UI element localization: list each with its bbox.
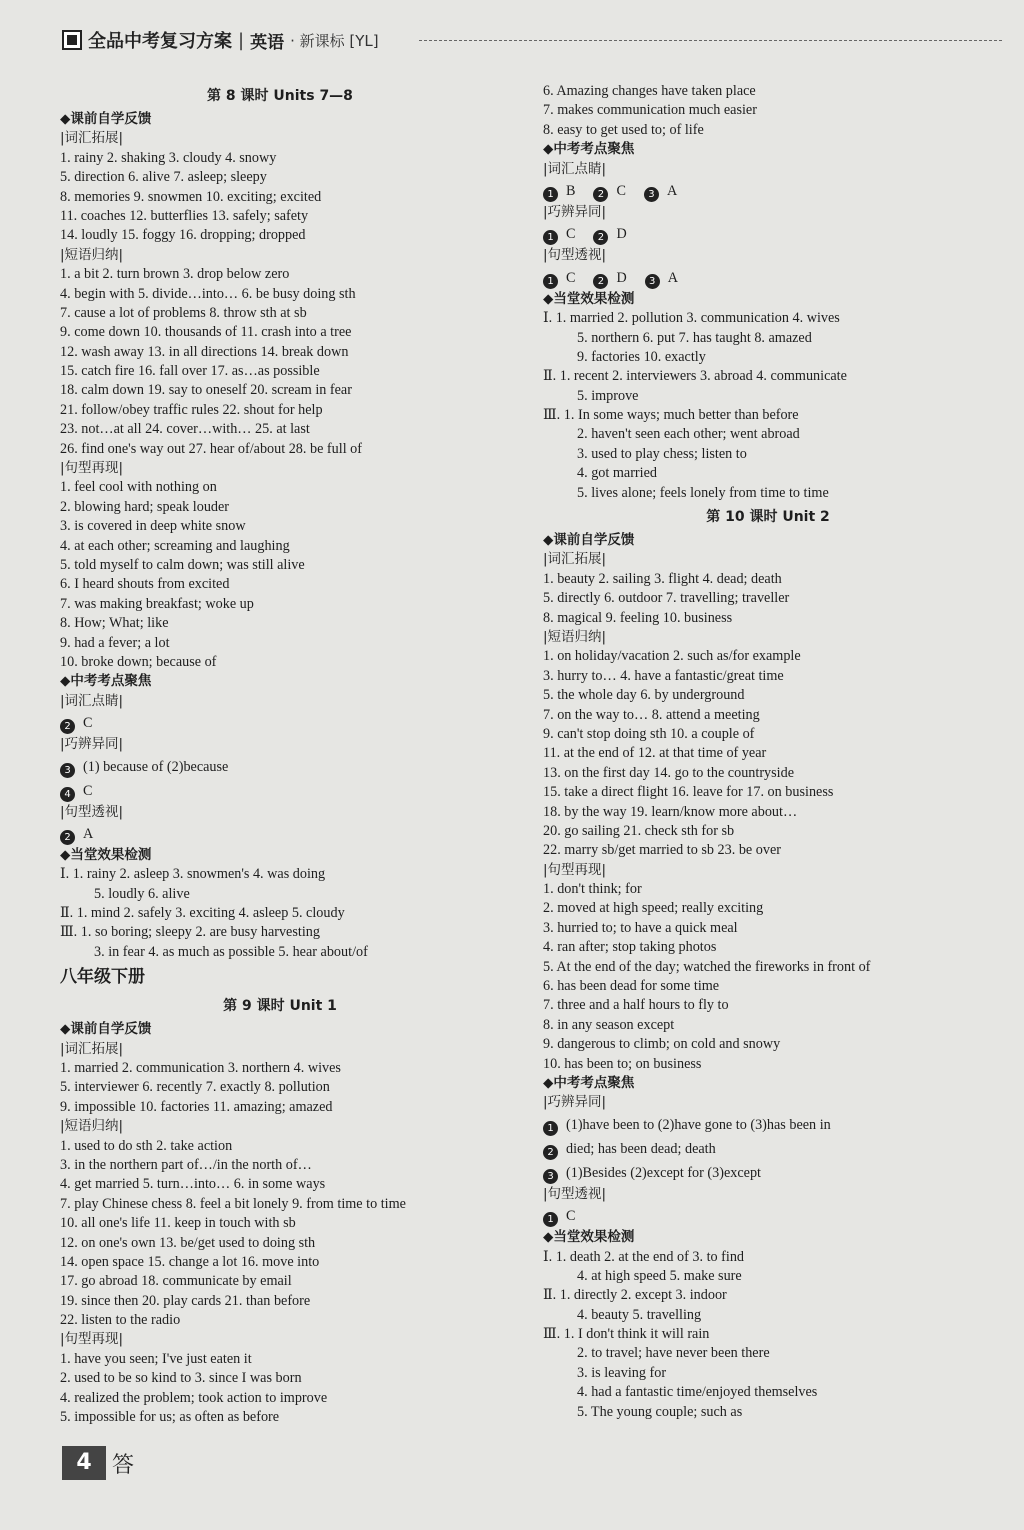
numbered-answer xyxy=(543,1113,993,1137)
answer-line: Ⅰ. 1. rainy 2. asleep 3. snowmen's 4. was doing xyxy=(60,866,326,883)
section-heading: ◆当堂效果检测 xyxy=(543,290,635,307)
answer-line: 7. cause a lot of problems 8. throw sth at sb xyxy=(60,304,307,321)
answer-line: 7. three and a half hours to fly to xyxy=(543,997,729,1014)
answer-text: (1) because of (2)because xyxy=(83,758,229,775)
subsection-heading: |句型再现| xyxy=(60,460,124,477)
numbered-answer xyxy=(543,1161,993,1185)
answer-line: 5. the whole day 6. by underground xyxy=(543,687,745,704)
section-heading: ◆课前自学反馈 xyxy=(543,532,635,549)
answer-line: 1. don't think; for xyxy=(543,881,642,898)
section-heading: ◆课前自学反馈 xyxy=(60,111,152,127)
answer-line: 4. realized the problem; took action to improve xyxy=(60,1389,328,1406)
answer-line: 17. go abroad 18. communicate by email xyxy=(60,1273,292,1290)
section-heading: ◆中考考点聚焦 xyxy=(543,141,635,158)
answer-line: 6. I heard shouts from excited xyxy=(60,576,230,593)
book-title: 全品中考复习方案 xyxy=(88,31,232,52)
answer-line: 8. easy to get used to; of life xyxy=(543,121,704,138)
answer-line: 3. hurry to… 4. have a fantastic/great time xyxy=(543,667,784,684)
answer-line: 5. direction 6. alive 7. asleep; sleepy xyxy=(60,169,267,186)
answer-line: 9. can't stop doing sth 10. a couple of xyxy=(543,725,755,742)
answer-line: 15. take a direct flight 16. leave for 17. on business xyxy=(543,784,834,801)
answer-line: Ⅰ. 1. married 2. pollution 3. communication 4. wives xyxy=(543,310,840,327)
answer-line: 1. used to do sth 2. take action xyxy=(60,1137,233,1154)
answer-line: 2. moved at high speed; really exciting xyxy=(543,900,764,917)
subsection-heading: |词汇拓展| xyxy=(60,1040,124,1057)
answer-line: 5. loudly 6. alive xyxy=(94,885,190,902)
answer-line: 9. had a fever; a lot xyxy=(60,634,170,651)
answer-line: 1. married 2. communication 3. northern 4. wives xyxy=(60,1060,341,1077)
edition-label: · 新课标 [YL] xyxy=(290,31,379,50)
answer-text: (1)Besides (2)except for (3)except xyxy=(566,1164,761,1181)
answer-line: 8. How; What; like xyxy=(60,615,169,632)
answer-line: 11. coaches 12. butterflies 13. safely; safety xyxy=(60,207,309,224)
answer-line: 4. had a fantastic time/enjoyed themselves xyxy=(577,1384,818,1401)
subsection-heading: |短语归纳| xyxy=(543,628,607,645)
answer-line: 8. memories 9. snowmen 10. exciting; excited xyxy=(60,188,322,205)
numbered-answer-row xyxy=(543,222,993,246)
numbered-answer-row xyxy=(543,179,993,203)
subsection-heading: |句型再现| xyxy=(543,861,607,878)
subsection-heading: |短语归纳| xyxy=(60,1118,124,1135)
left-column xyxy=(60,82,500,1427)
answer-line: 13. on the first day 14. go to the countryside xyxy=(543,764,794,781)
answer-text: B xyxy=(566,182,576,199)
answer-line: Ⅱ. 1. recent 2. interviewers 3. abroad 4. communicate xyxy=(543,368,847,385)
answer-line: 2. blowing hard; speak louder xyxy=(60,498,230,515)
answer-line: 5. directly 6. outdoor 7. travelling; traveller xyxy=(543,590,790,607)
section-heading: ◆当堂效果检测 xyxy=(60,846,152,863)
numbered-answer-row xyxy=(543,266,993,290)
answer-line: 5. northern 6. put 7. has taught 8. amazed xyxy=(577,329,812,346)
numbered-answer xyxy=(60,755,500,779)
answer-line: 1. have you seen; I've just eaten it xyxy=(60,1350,252,1367)
subsection-heading: |句型再现| xyxy=(60,1331,124,1348)
answer-line: 5. interviewer 6. recently 7. exactly 8. pollution xyxy=(60,1079,330,1096)
answer-line: 5. lives alone; feels lonely from time to time xyxy=(577,484,829,501)
answer-line: 19. since then 20. play cards 21. than before xyxy=(60,1292,311,1309)
answer-line: 3. is leaving for xyxy=(577,1364,667,1381)
answer-text: died; has been dead; death xyxy=(566,1140,716,1157)
section-heading: ◆中考考点聚焦 xyxy=(60,673,152,690)
answer-text: A xyxy=(666,182,678,199)
subsection-heading: |句型透视| xyxy=(60,803,124,820)
answer-line: 10. has been to; on business xyxy=(543,1055,702,1072)
numbered-answer xyxy=(543,1137,993,1161)
answer-line: 5. impossible for us; as often as before xyxy=(60,1409,280,1426)
answer-line: 4. at each other; screaming and laughing xyxy=(60,537,290,554)
answer-line: 6. Amazing changes have taken place xyxy=(543,83,756,99)
section-heading: ◆当堂效果检测 xyxy=(543,1229,635,1246)
grade-heading: 八年级下册 xyxy=(60,967,145,988)
answer-text: A xyxy=(667,269,678,286)
answer-text: C xyxy=(83,715,93,732)
subsection-heading: |句型透视| xyxy=(543,247,607,264)
subsection-heading: |巧辨异同| xyxy=(543,1094,607,1111)
answer-text: C xyxy=(566,269,576,286)
answer-line: Ⅰ. 1. death 2. at the end of 3. to find xyxy=(543,1248,745,1265)
circled-number-icon: 1 xyxy=(543,187,558,202)
answer-line: 5. improve xyxy=(577,387,639,404)
answer-line: 7. play Chinese chess 8. feel a bit lonely 9. from time to time xyxy=(60,1195,406,1212)
subsection-heading: |词汇拓展| xyxy=(543,551,607,568)
answer-text: C xyxy=(616,182,626,199)
circled-number-icon: 3 xyxy=(60,763,75,778)
answer-line: 4. got married xyxy=(577,465,657,482)
answer-text: C xyxy=(566,1208,576,1225)
right-column xyxy=(543,82,993,1422)
circled-number-icon: 1 xyxy=(543,1121,558,1136)
answer-line: 7. makes communication much easier xyxy=(543,102,757,119)
lesson-title: 第 8 课时 Units 7—8 xyxy=(207,88,353,104)
answer-line: 4. beauty 5. travelling xyxy=(577,1306,702,1323)
answer-line: 3. is covered in deep white snow xyxy=(60,518,246,535)
section-heading: ◆课前自学反馈 xyxy=(60,1021,152,1038)
answer-line: 10. broke down; because of xyxy=(60,653,217,670)
circled-number-icon: 1 xyxy=(543,274,558,289)
answer-line: 7. was making breakfast; woke up xyxy=(60,595,254,612)
circled-number-icon: 3 xyxy=(644,187,659,202)
answer-line: 18. calm down 19. say to oneself 20. scream in fear xyxy=(60,382,352,399)
answer-line: 14. loudly 15. foggy 16. dropping; dropped xyxy=(60,227,306,244)
lesson-title: 第 9 课时 Unit 1 xyxy=(223,998,337,1015)
header-separator: | xyxy=(238,29,245,51)
answer-line: 10. all one's life 11. keep in touch with sb xyxy=(60,1215,296,1232)
answer-line: 1. rainy 2. shaking 3. cloudy 4. snowy xyxy=(60,149,277,166)
answer-line: 4. get married 5. turn…into… 6. in some ways xyxy=(60,1176,326,1193)
numbered-answer xyxy=(60,779,500,803)
answer-label: 答 xyxy=(112,1453,135,1478)
subsection-heading: |短语归纳| xyxy=(60,246,124,263)
answer-line: 21. follow/obey traffic rules 22. shout for help xyxy=(60,401,323,418)
answer-text: D xyxy=(616,226,627,243)
answer-line: 4. begin with 5. divide…into… 6. be busy doing sth xyxy=(60,285,356,302)
answer-line: 2. to travel; have never been there xyxy=(577,1345,770,1362)
circled-number-icon: 2 xyxy=(593,230,608,245)
circled-number-icon: 3 xyxy=(645,274,660,289)
answer-line: Ⅱ. 1. mind 2. safely 3. exciting 4. asleep 5. cloudy xyxy=(60,905,345,922)
answer-line: 14. open space 15. change a lot 16. move into xyxy=(60,1253,320,1270)
answer-line: 20. go sailing 21. check sth for sb xyxy=(543,822,735,839)
subject-label: 英语 xyxy=(250,32,285,53)
subsection-heading: |句型透视| xyxy=(543,1185,607,1202)
lesson-title: 第 10 课时 Unit 2 xyxy=(706,509,830,526)
circled-number-icon: 2 xyxy=(60,719,75,734)
answer-text: (1)have been to (2)have gone to (3)has been in xyxy=(566,1116,831,1133)
circled-number-icon: 4 xyxy=(60,787,75,802)
subsection-heading: |巧辨异同| xyxy=(60,736,124,753)
numbered-answer xyxy=(60,822,500,846)
subsection-heading: |巧辨异同| xyxy=(543,203,607,220)
answer-line: 18. by the way 19. learn/know more about… xyxy=(543,803,798,820)
subsection-heading: |词汇拓展| xyxy=(60,130,124,147)
answer-line: Ⅲ. 1. I don't think it will rain xyxy=(543,1326,710,1343)
answer-line: 12. on one's own 13. be/get used to doing sth xyxy=(60,1234,316,1251)
numbered-answer xyxy=(543,1204,993,1228)
answer-line: 1. beauty 2. sailing 3. flight 4. dead; death xyxy=(543,570,782,587)
answer-line: 9. come down 10. thousands of 11. crash into a tree xyxy=(60,324,352,341)
answer-text: C xyxy=(566,226,576,243)
answer-line: 5. At the end of the day; watched the fireworks in front of xyxy=(543,958,871,975)
page-header xyxy=(62,26,1002,54)
answer-line: 26. find one's way out 27. hear of/about 28. be full of xyxy=(60,440,363,457)
circled-number-icon: 2 xyxy=(593,274,608,289)
answer-line: 9. factories 10. exactly xyxy=(577,348,706,365)
page-number: 4 xyxy=(62,1446,106,1480)
answer-line: 12. wash away 13. in all directions 14. break down xyxy=(60,343,349,360)
answer-text: A xyxy=(83,825,94,842)
header-rule xyxy=(419,40,1002,41)
answer-line: 3. in the northern part of…/in the north of… xyxy=(60,1156,312,1173)
answer-line: 1. feel cool with nothing on xyxy=(60,479,217,496)
answer-line: 6. has been dead for some time xyxy=(543,978,720,995)
answer-text: C xyxy=(83,782,93,799)
section-heading: ◆中考考点聚焦 xyxy=(543,1074,635,1091)
answer-line: 9. dangerous to climb; on cold and snowy xyxy=(543,1036,781,1053)
answer-line: 3. hurried to; to have a quick meal xyxy=(543,919,738,936)
answer-line: Ⅲ. 1. so boring; sleepy 2. are busy harvesting xyxy=(60,924,320,941)
circled-number-icon: 2 xyxy=(60,830,75,845)
answer-line: 9. impossible 10. factories 11. amazing; amazed xyxy=(60,1098,333,1115)
book-logo-icon xyxy=(62,30,82,50)
answer-line: 4. at high speed 5. make sure xyxy=(577,1267,742,1284)
answer-line: 8. magical 9. feeling 10. business xyxy=(543,609,733,626)
answer-line: 22. listen to the radio xyxy=(60,1312,181,1329)
subsection-heading: |词汇点睛| xyxy=(60,692,124,709)
answer-line: 3. in fear 4. as much as possible 5. hear about/of xyxy=(94,943,368,960)
answer-line: 22. marry sb/get married to sb 23. be over xyxy=(543,842,781,859)
answer-line: 7. on the way to… 8. attend a meeting xyxy=(543,706,760,723)
answer-line: Ⅱ. 1. directly 2. except 3. indoor xyxy=(543,1287,727,1304)
answer-line: 2. used to be so kind to 3. since I was born xyxy=(60,1370,302,1387)
circled-number-icon: 2 xyxy=(543,1145,558,1160)
circled-number-icon: 3 xyxy=(543,1169,558,1184)
circled-number-icon: 1 xyxy=(543,1212,558,1227)
answer-line: 11. at the end of 12. at that time of year xyxy=(543,745,767,762)
answer-text: D xyxy=(616,269,627,286)
answer-line: 2. haven't seen each other; went abroad xyxy=(577,426,800,443)
answer-line: Ⅲ. 1. In some ways; much better than before xyxy=(543,407,799,424)
answer-line: 8. in any season except xyxy=(543,1016,675,1033)
circled-number-icon: 2 xyxy=(593,187,608,202)
answer-line: 3. used to play chess; listen to xyxy=(577,445,747,462)
answer-line: 4. ran after; stop taking photos xyxy=(543,939,717,956)
answer-line: 15. catch fire 16. fall over 17. as…as possible xyxy=(60,363,320,380)
subsection-heading: |词汇点睛| xyxy=(543,160,607,177)
answer-line: 1. on holiday/vacation 2. such as/for example xyxy=(543,648,801,665)
answer-line: 5. told myself to calm down; was still alive xyxy=(60,556,305,573)
circled-number-icon: 1 xyxy=(543,230,558,245)
answer-line: 5. The young couple; such as xyxy=(577,1403,743,1420)
answer-line: 1. a bit 2. turn brown 3. drop below zero xyxy=(60,266,290,283)
numbered-answer xyxy=(60,711,500,735)
answer-line: 23. not…at all 24. cover…with… 25. at last xyxy=(60,421,310,438)
